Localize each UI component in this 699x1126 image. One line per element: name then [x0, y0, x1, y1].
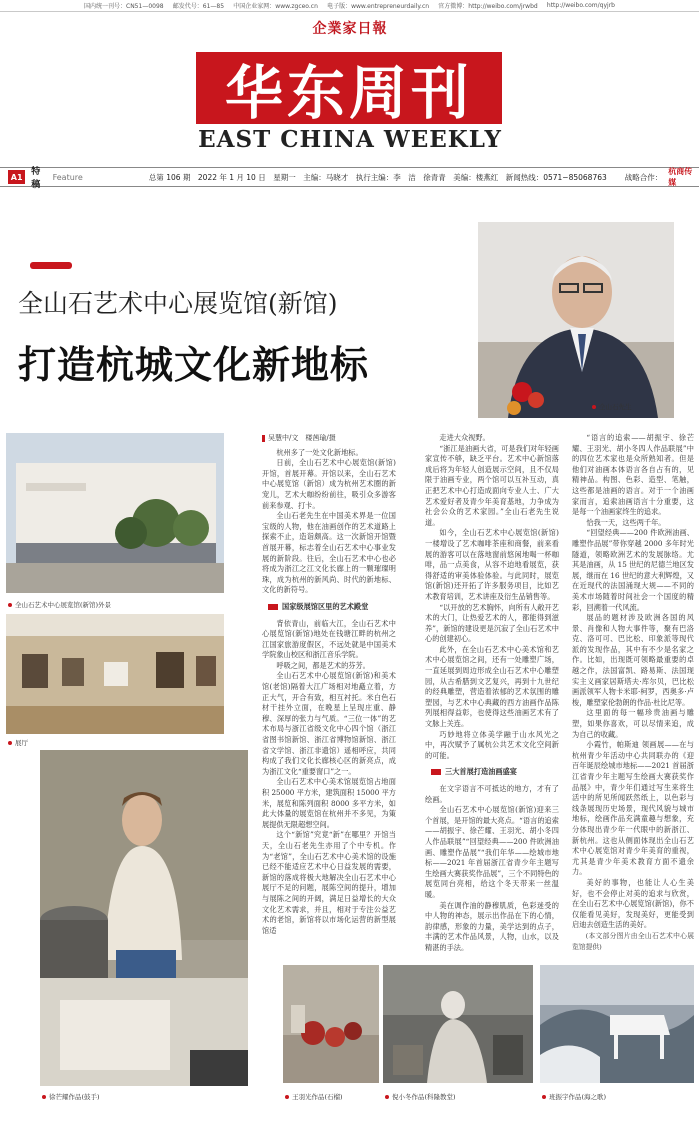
paragraph: 杭州多了一处文化新地标。	[276, 447, 363, 457]
paragraph: 如今，全山石艺术中心展览馆(新馆)一楼增设了艺术咖啡茶座和商餐，前来看展的游客可以在落地窗前悠闲地喝一杯咖啡，品一点美食，从容不迫地看展览，获得舒适的审美体验体验。与此同时，展览馆(新馆)还开拓了许多服务项目，比如艺术教育培训，艺术讲座及衍生品销售等。	[425, 528, 559, 601]
masthead-title: 华东周刊	[196, 52, 502, 124]
article-column-1	[262, 433, 396, 935]
painting-drummer-caption: 徐芒耀作品(鼓手)	[42, 1092, 100, 1101]
issue-meta: 总第 106 期 2022 年 1 月 10 日 星期一 主编：马晓才 执行主编：李 洁 徐青青 美编：楼燕红 新闻热线：0571−85068763	[148, 172, 607, 182]
portrait-photo	[478, 222, 674, 418]
accent-bar	[30, 262, 72, 269]
partner-logo: 杭商传媒	[668, 167, 693, 187]
postal-code: 邮发代号：61—85	[172, 3, 225, 10]
top-info-bar	[0, 0, 699, 12]
paragraph: 全山石艺术中心展览馆(新馆)迎来三个首展，是开馆的最大亮点。“语言的追索——胡振宇、徐芒耀、王羽光、胡小冬四人作品联展”“回望经典——200 件欧洲油画、雕塑作品展”“我们年华——绘城市地标——2021 年首届浙江省青少年主题写生绘画大赛获奖作品展”，三个不同特色的展览同台亮相，给这个冬天带来一丝温暖。	[425, 805, 559, 899]
hall-caption: 展厅	[8, 738, 28, 747]
article-headline: 打造杭城文化新地标	[18, 342, 370, 387]
article-subtitle: 全山石艺术中心展览馆(新馆)	[18, 289, 338, 318]
paragraph: 这里面的每一幅珍贵油画与雕塑，如果你喜欢，可以尽情来追，成为自己的收藏。	[572, 708, 694, 739]
section-name-en: Feature	[52, 172, 83, 182]
hall-photo	[6, 614, 224, 734]
page-number-badge: A1	[8, 170, 25, 184]
e-edition: 电子版：www.entrepreneurdaily.cn	[327, 3, 430, 10]
paragraph: 日前，全山石艺术中心展览馆(新馆)开馆，首展开幕。开馆以来，全山石艺术中心展览馆（新馆）成为杭州艺术圈的新宠儿，艺术大咖纷纷前往，吸引众多游客前来参观、打卡。	[262, 458, 396, 510]
paragraph: 在文字语言不可抵达的地方，才有了绘画。	[425, 784, 559, 804]
portrait-caption: 全山石先生	[592, 402, 632, 411]
section-name: 特稿	[31, 167, 41, 190]
painting-cologne-caption: 倪小冬作品(科隆教堂)	[385, 1092, 456, 1101]
painting-cologne	[383, 965, 533, 1083]
subheading: 国家级展馆区里的艺术殿堂	[268, 602, 396, 613]
painting-pomegranate	[283, 965, 379, 1083]
article-column-3	[572, 433, 694, 958]
paragraph: “语言的追索——胡振宇、徐芒耀、王羽光、胡小冬四人作品联展”中的四位艺术家也是众所熟知者。但是他们对油画本体语言各自占有的，见精神品。构图、色彩、造型、笔触，这些都是油画的语言。对于一个油画家而言，追索油画语言十分重要，这是每一个油画家终生的追求。	[572, 433, 694, 517]
paragraph: 美好的事物，也能让人心生美好，也不会停止对美的追求与欣赏，在全山石艺术中心展览馆(新馆)，你不仅能看见美好，发现美好，更能受到启迪去创造生活的美好。	[572, 877, 694, 930]
painting-drummer	[40, 750, 248, 1086]
paragraph: 小霞竹，帕斯迪 领画展——在与杭州青少年活动中心共同联办的《迎百年诞辰绘城市地标——2021 首届浙江省青少年主题写生绘画大赛获奖作品展》中，青少年们通过写生来将生活中的所见所闻跃然纸上，以色彩与线条展现历史场景，现代风貌与城市地标，绘画作品充满童趣与想象，充分体现出青少年一代眼中的新浙江、新杭州。这也从侧面体现出全山石艺术中心展览馆对青少年美育的重视，尤其是青少年美术教育方面不遗余力。	[572, 740, 694, 877]
painting-sea-caption: 班振宇作品(海之歌)	[542, 1092, 606, 1101]
photo-credit: (本文部分图片由全山石艺术中心展览馆提供)	[572, 931, 694, 951]
strategy-label: 战略合作：	[624, 172, 663, 182]
paragraph: 背依青山，前临大江，全山石艺术中心展览馆(新馆)地处在钱塘江畔的杭州之江国家旅游度假区，不远处就是中国美术学院象山校区和浙江音乐学院。	[262, 618, 396, 660]
paragraph: 展品的题材涉及欧洲各国的风景、肖像和人物大事件等，聚有巴洛克、洛可可、巴比松、印象派等现代派的发现作品，其中有不少是名家之作。比如，出现既可领略最重要的卓越之作，法国富凯、路易斯、法国现实主义画家居斯塔夫·库尔贝，巴比松画派领军人物卡米耶·柯罗，西奥多·卢梭，雕塑家伦勃朗的作品·杜比尼等。	[572, 613, 694, 707]
paragraph: 走进大众视野。	[439, 433, 490, 442]
paragraph: “回望经典——200 件欧洲油画、雕塑作品展”带你穿越 2000 多年时光隧道，领略欧洲艺术的发展脉络。尤其是油画，从 15 世纪的尼德兰地区发展，继而在 16 世纪的意大利辉煌，又在近现代的法国涌现大规——不同的美术市场随着时间社会一个国度的精彩，回溯着一代风流。	[572, 528, 694, 612]
article-column-2	[425, 433, 559, 952]
masthead-title-en: EAST CHINA WEEKLY	[198, 126, 502, 153]
byline: 吴慧中/文 楼茜瑜/摄	[262, 433, 396, 444]
paragraph: 全山石老先生在中国美术界是一位国宝级的人物，他在油画创作的艺术道路上探索不止，造诣颇高。这一次新馆开馆暨首展开幕，标志着全山石艺术中心事业发展的新阶段。往后，全山石艺术中心也必将成为浙江之江文化长廊上的一颗璀璨明珠，成为杭州的新风尚、时代的新地标、文化的新符号。	[262, 511, 396, 595]
painting-sea	[540, 965, 694, 1083]
paragraph: 恰我一天，这些两千年。	[586, 517, 666, 527]
publication-number: 国内统一刊号：CN51—0098	[84, 3, 164, 10]
website: 中国企业家网：www.zgceo.cn	[233, 3, 318, 10]
paragraph: “浙江是油画大省，可是我们对年轻画家宣传不够，缺乏平台。艺术中心新馆落成后将为年轻人创造展示空间，且不仅局限于油画专业，两个馆可以互补互动，真正把艺术中心打造成面向专业人士、广大艺术爱好者及青少年美育基地，力争成为社会公众的艺术家园。”全山石老先生说道。	[425, 443, 559, 527]
paragraph: 这个“新馆”究竟“新”在哪里？开馆当天，全山石老先生亦用了个中专机。作为“老馆”，全山石艺术中心美术馆的设施已经不能适应艺术中心日益发展的需要，新馆的落成将极大地解决全山石艺术中心展厅不足的问题，展陈空间的提升，增加与展陈之间的开阔，满足日益增长的大众文化艺术需求，并且，相对于专注公益艺术的老馆，新馆将以市场化运营的新型展馆适	[262, 830, 396, 935]
weibo: 官方微博：http://weibo.com/jrwbd	[438, 3, 538, 10]
painting-pomegranate-caption: 王羽光作品(石榴)	[285, 1092, 343, 1101]
paragraph: 美在调作油的静穆肌质，色彩迷受的中人物的神态，展示出作品在下的心情，韵律感，形象的力量，美学达到的点子，丰满的艺术作品风景，人物，山水，以及精湛的手法。	[425, 900, 559, 952]
paragraph: 全山石艺术中心美术馆展览馆占地面积 25000 平方米，建筑面积 15000 平方米，展览和陈列面积 8000 多平方米，如此大体量的展览馆在杭州并不多见，为策展提供无限超想空间。	[262, 777, 396, 829]
paper-logo: 企業家日報	[312, 21, 388, 37]
paragraph: 巧妙地将立体美学融于山水风光之中，再次赋予了属杭公共艺术文化空间新的可能。	[425, 729, 559, 760]
paragraph: 此外，在全山石艺术中心美术馆和艺术中心展览馆之间，还有一处雕塑广场，一直延展到周边形成全山石艺术中心雕塑园，从古希腊到文艺复兴，再到十九世纪的经典雕塑，营造着浓郁的艺术氛围的雕塑园，与艺术中心典藏的西方油画作品陈列展相得益彰，也使得这些油画艺术有了文脉上关连。	[425, 644, 559, 729]
building-photo	[6, 433, 224, 593]
paragraph: 全山石艺术中心展览馆(新馆)和美术馆(老馆)隔着大江广场相对地矗立着，方正大气，开合有致，相互衬托。米白色石材干挂外立面，在晚星上呈现庄重、静穆、深厚的张力与气质。“三位一体”的艺术布局与浙江省级文化中心四个馆（浙江省图书馆新馆、浙江省博物馆新馆、浙江省文学馆、浙江非遗馆）遥相呼应，共同构成了我们文化长廊核心区的新亮点，成为浙江文化“重要窗口”之一。	[262, 671, 396, 776]
paragraph: 呼吸之间，都是艺术的芬芳。	[276, 660, 370, 670]
issue-info-bar	[0, 167, 699, 190]
paragraph: “以开放的艺术胸怀，向所有人敞开艺术的大门，让热爱艺术的人，都能得到滋养”，新馆的建设更是沉寂了全山石艺术中心的创建初心。	[425, 602, 559, 644]
subheading: 三大首展打造油画盛宴	[431, 767, 559, 778]
building-caption: 全山石艺术中心展览馆(新馆)外景	[8, 600, 111, 609]
weibo-alt: http://weibo.com/qyjrb	[546, 2, 615, 9]
